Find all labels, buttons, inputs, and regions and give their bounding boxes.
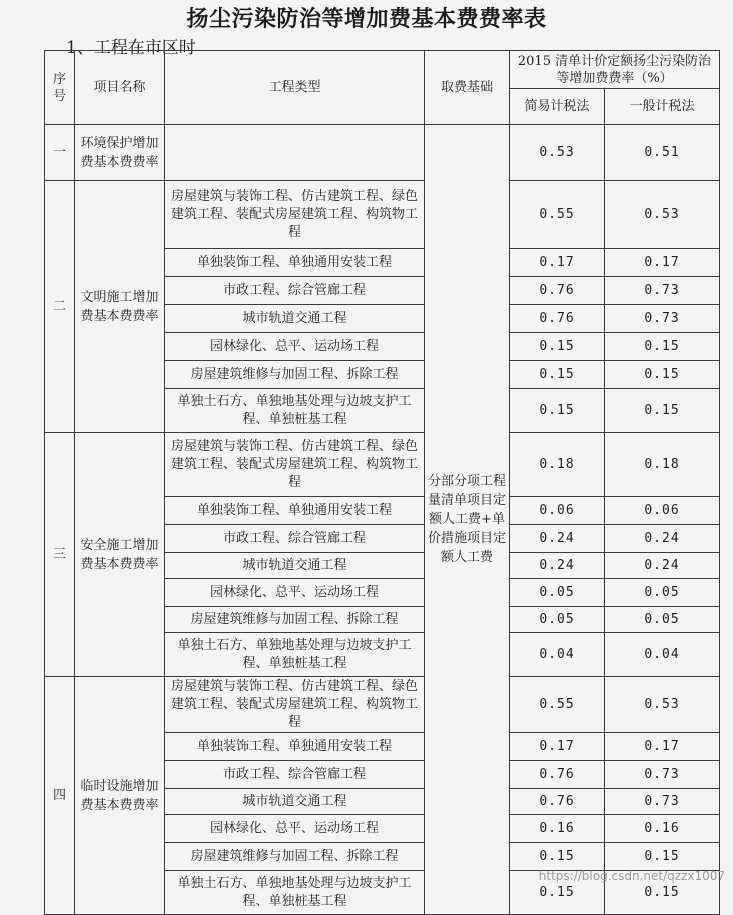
header-simple-tax: 简易计税法 [510, 89, 605, 125]
simple-tax-rate: 0.55 [510, 677, 605, 733]
general-tax-rate: 0.73 [605, 789, 720, 815]
simple-tax-rate: 0.24 [510, 553, 605, 579]
simple-tax-rate: 0.76 [510, 761, 605, 789]
project-type-cell [165, 125, 425, 181]
group-seq: 三 [45, 433, 75, 677]
project-type-cell: 单独土石方、单独地基处理与边坡支护工程、单独桩基工程 [165, 871, 425, 915]
header-general-tax: 一般计税法 [605, 89, 720, 125]
project-type-cell: 单独土石方、单独地基处理与边坡支护工程、单独桩基工程 [165, 389, 425, 433]
group-name: 环境保护增加费基本费费率 [75, 125, 165, 181]
general-tax-rate: 0.24 [605, 553, 720, 579]
project-type-cell: 市政工程、综合管廊工程 [165, 761, 425, 789]
simple-tax-rate: 0.04 [510, 633, 605, 677]
project-type-cell: 单独装饰工程、单独通用安装工程 [165, 249, 425, 277]
simple-tax-rate: 0.53 [510, 125, 605, 181]
general-tax-rate: 0.15 [605, 871, 720, 915]
general-tax-rate: 0.15 [605, 361, 720, 389]
general-tax-rate: 0.73 [605, 277, 720, 305]
page-title: 扬尘污染防治等增加费基本费费率表 [186, 6, 547, 32]
general-tax-rate: 0.15 [605, 389, 720, 433]
simple-tax-rate: 0.76 [510, 277, 605, 305]
general-tax-rate: 0.53 [605, 181, 720, 249]
project-type-cell: 城市轨道交通工程 [165, 553, 425, 579]
project-type-cell: 园林绿化、总平、运动场工程 [165, 333, 425, 361]
basis-cell: 分部分项工程量清单项目定额人工费+单价措施项目定额人工费 [425, 125, 510, 915]
header-rate-group: 2015 清单计价定额扬尘污染防治等增加费费率（%） [510, 51, 720, 89]
simple-tax-rate: 0.24 [510, 525, 605, 553]
simple-tax-rate: 0.55 [510, 181, 605, 249]
project-type-cell: 园林绿化、总平、运动场工程 [165, 579, 425, 607]
watermark: https://blog.csdn.net/qzzx1007 [538, 869, 725, 883]
general-tax-rate: 0.17 [605, 733, 720, 761]
simple-tax-rate: 0.16 [510, 815, 605, 843]
project-type-cell: 房屋建筑与装饰工程、仿古建筑工程、绿色建筑工程、装配式房屋建筑工程、构筑物工程 [165, 433, 425, 497]
project-type-cell: 房屋建筑与装饰工程、仿古建筑工程、绿色建筑工程、装配式房屋建筑工程、构筑物工程 [165, 181, 425, 249]
header-project-name: 项目名称 [75, 51, 165, 125]
general-tax-rate: 0.73 [605, 761, 720, 789]
general-tax-rate: 0.06 [605, 497, 720, 525]
simple-tax-rate: 0.17 [510, 249, 605, 277]
general-tax-rate: 0.51 [605, 125, 720, 181]
table-row [45, 677, 720, 733]
rate-table [44, 50, 720, 915]
table-row [45, 433, 720, 497]
general-tax-rate: 0.15 [605, 843, 720, 871]
simple-tax-rate: 0.06 [510, 497, 605, 525]
general-tax-rate: 0.05 [605, 607, 720, 633]
project-type-cell: 房屋建筑与装饰工程、仿古建筑工程、绿色建筑工程、装配式房屋建筑工程、构筑物工程 [165, 677, 425, 733]
group-name: 安全施工增加费基本费费率 [75, 433, 165, 677]
general-tax-rate: 0.73 [605, 305, 720, 333]
simple-tax-rate: 0.15 [510, 333, 605, 361]
simple-tax-rate: 0.18 [510, 433, 605, 497]
general-tax-rate: 0.05 [605, 579, 720, 607]
project-type-cell: 房屋建筑维修与加固工程、拆除工程 [165, 843, 425, 871]
group-seq: 四 [45, 677, 75, 915]
project-type-cell: 单独土石方、单独地基处理与边坡支护工程、单独桩基工程 [165, 633, 425, 677]
table-body [45, 125, 720, 915]
simple-tax-rate: 0.15 [510, 389, 605, 433]
table-row [45, 125, 720, 181]
general-tax-rate: 0.16 [605, 815, 720, 843]
group-seq: 二 [45, 181, 75, 433]
project-type-cell: 园林绿化、总平、运动场工程 [165, 815, 425, 843]
project-type-cell: 市政工程、综合管廊工程 [165, 525, 425, 553]
project-type-cell: 市政工程、综合管廊工程 [165, 277, 425, 305]
simple-tax-rate: 0.15 [510, 361, 605, 389]
general-tax-rate: 0.04 [605, 633, 720, 677]
project-type-cell: 房屋建筑维修与加固工程、拆除工程 [165, 361, 425, 389]
simple-tax-rate: 0.76 [510, 789, 605, 815]
project-type-cell: 单独装饰工程、单独通用安装工程 [165, 497, 425, 525]
header-basis: 取费基础 [425, 51, 510, 125]
simple-tax-rate: 0.05 [510, 607, 605, 633]
group-name: 文明施工增加费基本费费率 [75, 181, 165, 433]
simple-tax-rate: 0.17 [510, 733, 605, 761]
general-tax-rate: 0.53 [605, 677, 720, 733]
general-tax-rate: 0.15 [605, 333, 720, 361]
project-type-cell: 城市轨道交通工程 [165, 789, 425, 815]
simple-tax-rate: 0.15 [510, 843, 605, 871]
simple-tax-rate: 0.15 [510, 871, 605, 915]
simple-tax-rate: 0.76 [510, 305, 605, 333]
general-tax-rate: 0.17 [605, 249, 720, 277]
project-type-cell: 单独装饰工程、单独通用安装工程 [165, 733, 425, 761]
section-subtitle: 1、工程在市区时 [66, 38, 196, 58]
table-row [45, 181, 720, 249]
simple-tax-rate: 0.05 [510, 579, 605, 607]
general-tax-rate: 0.24 [605, 525, 720, 553]
header-seq: 序号 [45, 51, 75, 125]
group-seq: 一 [45, 125, 75, 181]
project-type-cell: 城市轨道交通工程 [165, 305, 425, 333]
project-type-cell: 房屋建筑维修与加固工程、拆除工程 [165, 607, 425, 633]
general-tax-rate: 0.18 [605, 433, 720, 497]
group-name: 临时设施增加费基本费费率 [75, 677, 165, 915]
header-project-type: 工程类型 [165, 51, 425, 125]
